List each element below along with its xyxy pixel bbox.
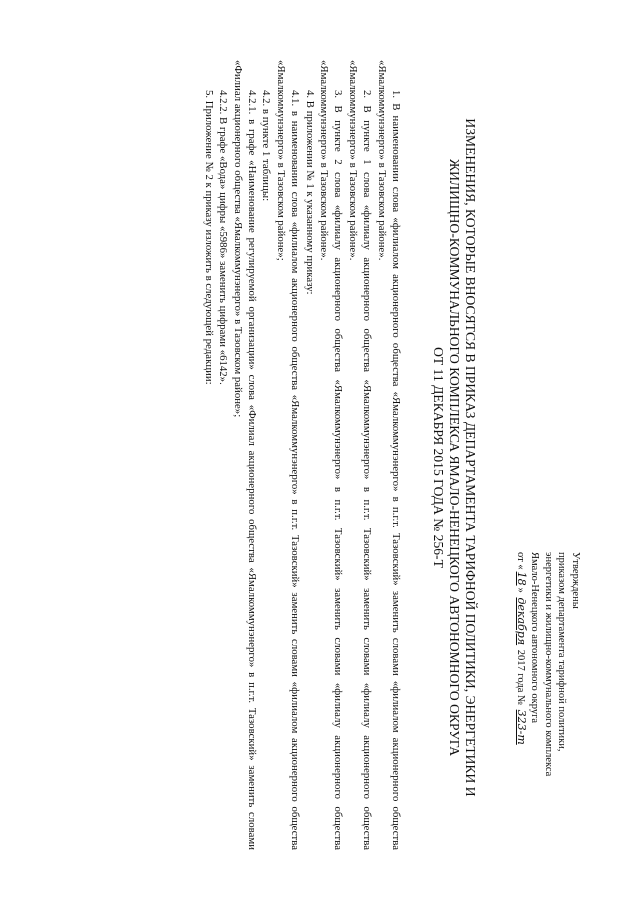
approval-line: Утверждены (570, 552, 581, 609)
approval-date-line (513, 552, 528, 862)
paragraph: 5. Приложение № 2 к приказу изложить в следующей редакции: (202, 90, 215, 385)
document-body (201, 60, 403, 850)
paragraph: 2. В пункте 1 слова «филиалу акционерного общества «Ямалкоммунэнерго» в п.г.т. Тазовский» заменить словами «филиалу акционерного общества «Ямалкоммунэнерго» в Тазовском районе». (346, 60, 374, 850)
document-title (431, 70, 478, 845)
approval-stamp (513, 552, 582, 862)
paragraph: 4.2.1. в графе «Наименование регулируемой организации» слова «Филиал акционерного общества «Ямалкоммунэнерго» в п.г.т. Тазовский» заменить словами «Филиал акционерного общества «Ямалкоммунэнерго» в Тазовском районе»; (231, 60, 258, 850)
year-text: 2017 года № (514, 649, 526, 705)
paragraph: 4.1. в наименовании слова «филиалом акционерного общества «Ямалкоммунэнерго» в п.г.т. Тазовский» заменить словами «филиалом акционерного общества «Ямалкоммунэнерго» в Тазовском районе»; (274, 60, 302, 850)
date-close: » (514, 587, 526, 593)
paragraph: 4.2. в пункте 1 таблицы: (260, 90, 273, 202)
handwritten-month: декабря (514, 597, 528, 646)
title-line: ЖИЛИЩНО-КОММУНАЛЬНОГО КОМПЛЕКСА ЯМАЛО-НЕНЕЦКОГО АВТОНОМНОГО ОКРУГА (447, 158, 463, 757)
approval-line: Ямало-Ненецкого автономного округа (529, 552, 541, 724)
paragraph: 1. В наименовании слова «филиалом акционерного общества «Ямалкоммунэнерго» в п.г.т. Тазовский» заменить словами «филиалом акционерного общества «Ямалкоммунэнерго» в Тазовском районе». (375, 60, 402, 850)
approval-line: приказом департамента тарифной политики, (556, 552, 568, 752)
title-line: ИЗМЕНЕНИЯ, КОТОРЫЕ ВНОСЯТСЯ В ПРИКАЗ ДЕПАРТАМЕНТА ТАРИФНОЙ ПОЛИТИКИ, ЭНЕРГЕТИКИ И (463, 118, 478, 797)
paragraph: 3. В пункте 2 слова «филиалу акционерного общества «Ямалкоммунэнерго» в п.г.т. Тазовский» заменить словами «филиалу акционерного общества «Ямалкоммунэнерго» в Тазовском районе». (317, 60, 345, 850)
paragraph: 4.2.2. В графе «Вода» цифры «5986» заменить цифрами «6142». (217, 90, 230, 385)
approval-line: энергетики и жилищно-коммунального комплекса (542, 552, 554, 777)
handwritten-number: 323-т (514, 709, 528, 745)
paragraph: 4. В приложении № 1 к указанному приказу: (303, 90, 316, 295)
handwritten-day: 18 (514, 571, 528, 586)
document-page (20, 30, 600, 875)
date-prefix: от « (514, 552, 526, 570)
title-line: ОТ 11 ДЕКАБРЯ 2015 ГОДА № 256-Т (431, 347, 447, 568)
